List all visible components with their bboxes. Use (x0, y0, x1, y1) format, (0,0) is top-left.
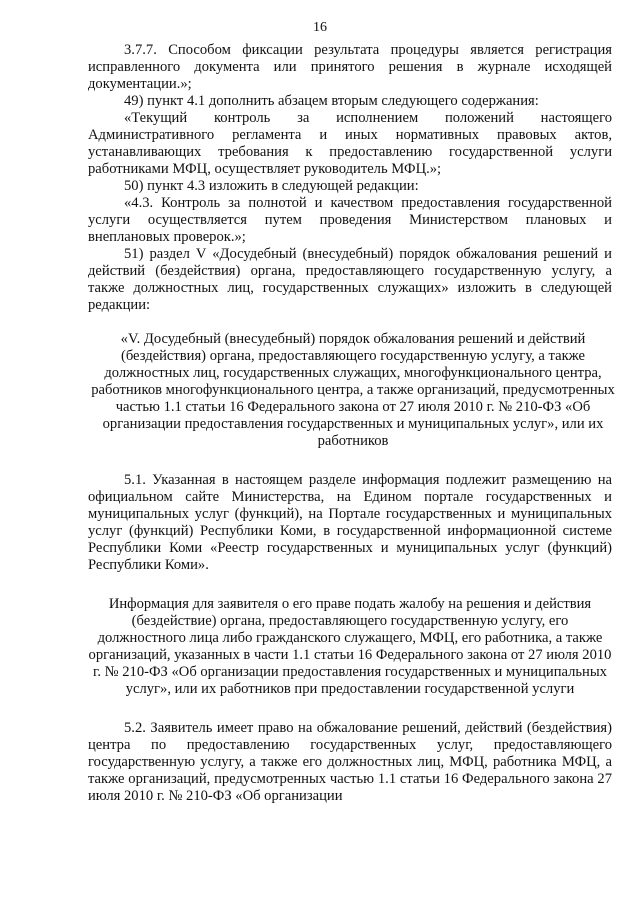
paragraph-item-49: 49) пункт 4.1 дополнить абзацем вторым следующего содержания: (124, 93, 539, 109)
info-heading: Информация для заявителя о его праве подать жалобу на решения и действия (бездействие) органа, предоставляющего государственную услугу, его должностного лица либо гражданского служащего, МФЦ, его работника, а также организаций, указанных в части 1.1 статьи 16 Федерального закона от 27 июля 2010 г. № 210-ФЗ «Об организации предоставления государственных и муниципальных услуг», или их работников при предоставлении государственной услуги (88, 596, 612, 697)
paragraph-item-50: 50) пункт 4.3 изложить в следующей редакции: (124, 178, 419, 194)
paragraph-5-2: 5.2. Заявитель имеет право на обжалование решений, действий (бездействия) центра по предоставлению государственных услуг, предоставляющего государственную услугу, а также его должностных лиц, МФЦ, работника МФЦ, а также организаций, предусмотренных частью 1.1 статьи 16 Федерального закона 27 июля 2010 г. № 210-ФЗ «Об организации (88, 720, 612, 804)
paragraph-5-1: 5.1. Указанная в настоящем разделе информация подлежит размещению на официальном сайте Министерства, на Едином портале государственных и муниципальных услуг (функций), на Портале государственных и муниципальных услуг (функций) Республики Коми, в государственной информационной системе Республики Коми «Реестр государственных и муниципальных услуг (функций) Республики Коми». (88, 472, 612, 573)
paragraph-3-7-7: 3.7.7. Способом фиксации результата процедуры является регистрация исправленного документа или принятого решения в журнале исходящей документации.»; (88, 42, 612, 92)
paragraph-item-51: 51) раздел V «Досудебный (внесудебный) порядок обжалования решений и действий (бездействия) органа, предоставляющего государственную услугу, а также должностных лиц, государственных служащих» изложить в следующей редакции: (88, 246, 612, 313)
paragraph-current-control: «Текущий контроль за исполнением положений настоящего Административного регламента и иных нормативных правовых актов, устанавливающих требования к предоставлению государственной услуги работниками МФЦ, осуществляет руководитель МФЦ.»; (88, 110, 612, 177)
page-number: 16 (313, 20, 327, 35)
document-body (88, 42, 615, 805)
section-v-heading: «V. Досудебный (внесудебный) порядок обжалования решений и действий (бездействия) органа, предоставляющего государственную услугу, а также должностных лиц, государственных служащих, многофункционального центра, работников многофункционального центра, а также организаций, предусмотренных частью 1.1 статьи 16 Федерального закона от 27 июля 2010 г. № 210-ФЗ «Об организации предоставления государственных и муниципальных услуг», или их работников (91, 331, 615, 449)
paragraph-4-3: «4.3. Контроль за полнотой и качеством предоставления государственной услуги осуществляется путем проведения Министерством плановых и внеплановых проверок.»; (88, 195, 612, 245)
